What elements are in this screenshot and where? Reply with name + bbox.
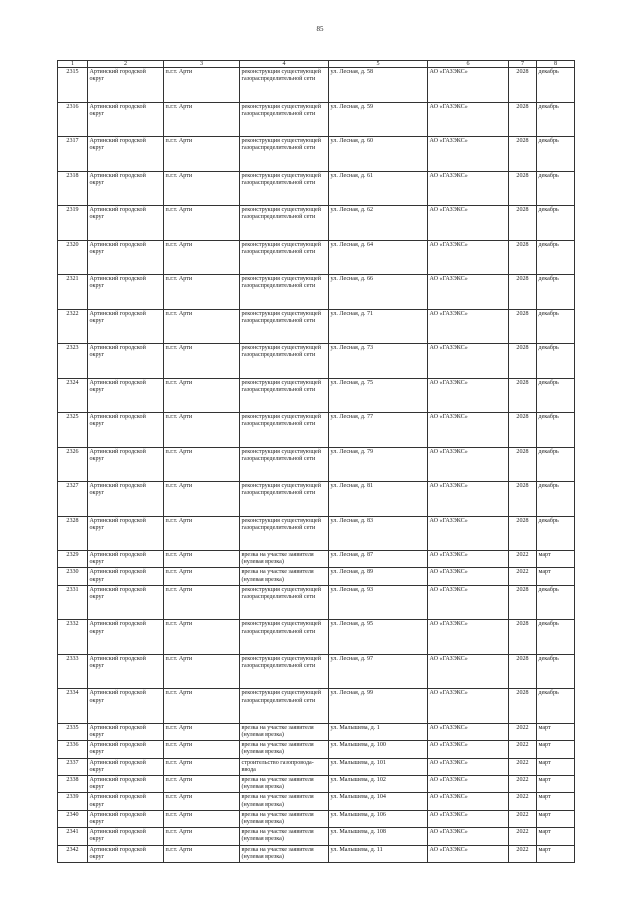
month-cell: март	[537, 793, 575, 810]
district-cell: Артинский городской округ	[88, 551, 164, 568]
district-cell: Артинский городской округ	[88, 447, 164, 482]
address-cell: ул. Малышева, д. 101	[329, 758, 428, 775]
month-cell: март	[537, 845, 575, 862]
work-type-cell: врезка на участке заявителя (нулевая врезка)	[240, 793, 329, 810]
month-cell: декабрь	[537, 68, 575, 103]
work-type-cell: врезка на участке заявителя (нулевая врезка)	[240, 810, 329, 827]
year-cell: 2022	[509, 845, 537, 862]
month-cell: март	[537, 568, 575, 585]
year-cell: 2022	[509, 776, 537, 793]
table-row	[58, 689, 575, 724]
address-cell: ул. Лесная, д. 64	[329, 240, 428, 275]
table-row	[58, 620, 575, 655]
address-cell: ул. Лесная, д. 79	[329, 447, 428, 482]
settlement-cell: п.г.т. Арти	[164, 240, 240, 275]
month-cell: декабрь	[537, 689, 575, 724]
table-row	[58, 482, 575, 517]
table-row	[58, 137, 575, 172]
table-row	[58, 344, 575, 379]
month-cell: март	[537, 828, 575, 845]
address-cell: ул. Лесная, д. 62	[329, 206, 428, 241]
row-number: 2319	[58, 206, 88, 241]
table-row	[58, 378, 575, 413]
district-cell: Артинский городской округ	[88, 620, 164, 655]
table-body	[58, 68, 575, 863]
month-cell: декабрь	[537, 206, 575, 241]
page-number: 85	[316, 25, 324, 33]
district-cell: Артинский городской округ	[88, 585, 164, 620]
district-cell: Артинский городской округ	[88, 741, 164, 758]
organization-cell: АО «ГАЗЭКС»	[428, 102, 509, 137]
year-cell: 2022	[509, 810, 537, 827]
month-cell: декабрь	[537, 447, 575, 482]
row-number: 2324	[58, 378, 88, 413]
year-cell: 2022	[509, 551, 537, 568]
settlement-cell: п.г.т. Арти	[164, 758, 240, 775]
address-cell: ул. Лесная, д. 89	[329, 568, 428, 585]
district-cell: Артинский городской округ	[88, 309, 164, 344]
address-cell: ул. Лесная, д. 87	[329, 551, 428, 568]
table-row	[58, 275, 575, 310]
district-cell: Артинский городской округ	[88, 206, 164, 241]
row-number: 2329	[58, 551, 88, 568]
district-cell: Артинский городской округ	[88, 275, 164, 310]
district-cell: Артинский городской округ	[88, 810, 164, 827]
row-number: 2321	[58, 275, 88, 310]
organization-cell: АО «ГАЗЭКС»	[428, 447, 509, 482]
address-cell: ул. Лесная, д. 60	[329, 137, 428, 172]
header-cell: 7	[509, 61, 537, 68]
work-type-cell: реконструкция существующей газораспределительной сети	[240, 654, 329, 689]
year-cell: 2022	[509, 828, 537, 845]
settlement-cell: п.г.т. Арти	[164, 516, 240, 551]
work-type-cell: врезка на участке заявителя (нулевая врезка)	[240, 845, 329, 862]
address-cell: ул. Лесная, д. 59	[329, 102, 428, 137]
organization-cell: АО «ГАЗЭКС»	[428, 516, 509, 551]
address-cell: ул. Лесная, д. 83	[329, 516, 428, 551]
year-cell: 2022	[509, 741, 537, 758]
settlement-cell: п.г.т. Арти	[164, 723, 240, 740]
district-cell: Артинский городской округ	[88, 723, 164, 740]
district-cell: Артинский городской округ	[88, 776, 164, 793]
organization-cell: АО «ГАЗЭКС»	[428, 828, 509, 845]
register-table	[57, 60, 575, 863]
row-number: 2327	[58, 482, 88, 517]
organization-cell: АО «ГАЗЭКС»	[428, 206, 509, 241]
settlement-cell: п.г.т. Арти	[164, 68, 240, 103]
settlement-cell: п.г.т. Арти	[164, 102, 240, 137]
month-cell: декабрь	[537, 171, 575, 206]
table-row	[58, 845, 575, 862]
month-cell: март	[537, 551, 575, 568]
work-type-cell: врезка на участке заявителя (нулевая врезка)	[240, 551, 329, 568]
month-cell: март	[537, 723, 575, 740]
organization-cell: АО «ГАЗЭКС»	[428, 482, 509, 517]
month-cell: декабрь	[537, 102, 575, 137]
table-row	[58, 516, 575, 551]
settlement-cell: п.г.т. Арти	[164, 275, 240, 310]
work-type-cell: реконструкция существующей газораспределительной сети	[240, 240, 329, 275]
address-cell: ул. Лесная, д. 97	[329, 654, 428, 689]
year-cell: 2028	[509, 309, 537, 344]
year-cell: 2028	[509, 689, 537, 724]
district-cell: Артинский городской округ	[88, 516, 164, 551]
table-row	[58, 206, 575, 241]
month-cell: декабрь	[537, 654, 575, 689]
work-type-cell: реконструкция существующей газораспределительной сети	[240, 585, 329, 620]
organization-cell: АО «ГАЗЭКС»	[428, 309, 509, 344]
row-number: 2334	[58, 689, 88, 724]
row-number: 2316	[58, 102, 88, 137]
address-cell: ул. Малышева, д. 106	[329, 810, 428, 827]
row-number: 2335	[58, 723, 88, 740]
work-type-cell: врезка на участке заявителя (нулевая врезка)	[240, 828, 329, 845]
district-cell: Артинский городской округ	[88, 758, 164, 775]
organization-cell: АО «ГАЗЭКС»	[428, 378, 509, 413]
organization-cell: АО «ГАЗЭКС»	[428, 551, 509, 568]
table-row	[58, 585, 575, 620]
work-type-cell: реконструкция существующей газораспределительной сети	[240, 206, 329, 241]
row-number: 2341	[58, 828, 88, 845]
month-cell: декабрь	[537, 585, 575, 620]
settlement-cell: п.г.т. Арти	[164, 810, 240, 827]
settlement-cell: п.г.т. Арти	[164, 828, 240, 845]
work-type-cell: реконструкция существующей газораспределительной сети	[240, 482, 329, 517]
address-cell: ул. Лесная, д. 75	[329, 378, 428, 413]
district-cell: Артинский городской округ	[88, 845, 164, 862]
work-type-cell: врезка на участке заявителя (нулевая врезка)	[240, 741, 329, 758]
organization-cell: АО «ГАЗЭКС»	[428, 585, 509, 620]
month-cell: декабрь	[537, 137, 575, 172]
month-cell: март	[537, 741, 575, 758]
row-number: 2336	[58, 741, 88, 758]
year-cell: 2028	[509, 240, 537, 275]
settlement-cell: п.г.т. Арти	[164, 171, 240, 206]
organization-cell: АО «ГАЗЭКС»	[428, 620, 509, 655]
district-cell: Артинский городской округ	[88, 344, 164, 379]
month-cell: декабрь	[537, 482, 575, 517]
month-cell: декабрь	[537, 620, 575, 655]
organization-cell: АО «ГАЗЭКС»	[428, 137, 509, 172]
district-cell: Артинский городской округ	[88, 828, 164, 845]
organization-cell: АО «ГАЗЭКС»	[428, 689, 509, 724]
table-row	[58, 68, 575, 103]
district-cell: Артинский городской округ	[88, 482, 164, 517]
organization-cell: АО «ГАЗЭКС»	[428, 776, 509, 793]
row-number: 2333	[58, 654, 88, 689]
work-type-cell: реконструкция существующей газораспределительной сети	[240, 309, 329, 344]
settlement-cell: п.г.т. Арти	[164, 585, 240, 620]
settlement-cell: п.г.т. Арти	[164, 654, 240, 689]
organization-cell: АО «ГАЗЭКС»	[428, 741, 509, 758]
header-cell: 1	[58, 61, 88, 68]
row-number: 2330	[58, 568, 88, 585]
settlement-cell: п.г.т. Арти	[164, 793, 240, 810]
organization-cell: АО «ГАЗЭКС»	[428, 654, 509, 689]
settlement-cell: п.г.т. Арти	[164, 378, 240, 413]
address-cell: ул. Лесная, д. 61	[329, 171, 428, 206]
work-type-cell: реконструкция существующей газораспределительной сети	[240, 620, 329, 655]
work-type-cell: реконструкция существующей газораспределительной сети	[240, 68, 329, 103]
header-cell: 4	[240, 61, 329, 68]
year-cell: 2028	[509, 654, 537, 689]
year-cell: 2028	[509, 378, 537, 413]
month-cell: декабрь	[537, 275, 575, 310]
month-cell: декабрь	[537, 516, 575, 551]
district-cell: Артинский городской округ	[88, 240, 164, 275]
district-cell: Артинский городской округ	[88, 378, 164, 413]
table-row	[58, 776, 575, 793]
work-type-cell: реконструкция существующей газораспределительной сети	[240, 171, 329, 206]
row-number: 2323	[58, 344, 88, 379]
district-cell: Артинский городской округ	[88, 137, 164, 172]
organization-cell: АО «ГАЗЭКС»	[428, 810, 509, 827]
work-type-cell: реконструкция существующей газораспределительной сети	[240, 102, 329, 137]
row-number: 2322	[58, 309, 88, 344]
month-cell: март	[537, 776, 575, 793]
year-cell: 2028	[509, 206, 537, 241]
settlement-cell: п.г.т. Арти	[164, 845, 240, 862]
address-cell: ул. Лесная, д. 93	[329, 585, 428, 620]
address-cell: ул. Лесная, д. 95	[329, 620, 428, 655]
year-cell: 2022	[509, 568, 537, 585]
month-cell: декабрь	[537, 378, 575, 413]
table-row	[58, 447, 575, 482]
year-cell: 2028	[509, 102, 537, 137]
district-cell: Артинский городской округ	[88, 654, 164, 689]
district-cell: Артинский городской округ	[88, 689, 164, 724]
work-type-cell: реконструкция существующей газораспределительной сети	[240, 447, 329, 482]
year-cell: 2028	[509, 68, 537, 103]
district-cell: Артинский городской округ	[88, 413, 164, 448]
address-cell: ул. Лесная, д. 99	[329, 689, 428, 724]
work-type-cell: врезка на участке заявителя (нулевая врезка)	[240, 776, 329, 793]
year-cell: 2028	[509, 482, 537, 517]
year-cell: 2022	[509, 723, 537, 740]
table-row	[58, 309, 575, 344]
address-cell: ул. Малышева, д. 100	[329, 741, 428, 758]
header-cell: 2	[88, 61, 164, 68]
row-number: 2337	[58, 758, 88, 775]
organization-cell: АО «ГАЗЭКС»	[428, 275, 509, 310]
header-cell: 8	[537, 61, 575, 68]
table-row	[58, 413, 575, 448]
year-cell: 2028	[509, 137, 537, 172]
table-row	[58, 654, 575, 689]
address-cell: ул. Лесная, д. 81	[329, 482, 428, 517]
row-number: 2338	[58, 776, 88, 793]
address-cell: ул. Малышева, д. 104	[329, 793, 428, 810]
month-cell: декабрь	[537, 413, 575, 448]
settlement-cell: п.г.т. Арти	[164, 620, 240, 655]
table-row	[58, 102, 575, 137]
year-cell: 2028	[509, 171, 537, 206]
year-cell: 2028	[509, 344, 537, 379]
work-type-cell: реконструкция существующей газораспределительной сети	[240, 275, 329, 310]
table-row	[58, 551, 575, 568]
month-cell: декабрь	[537, 344, 575, 379]
settlement-cell: п.г.т. Арти	[164, 137, 240, 172]
header-cell: 3	[164, 61, 240, 68]
work-type-cell: реконструкция существующей газораспределительной сети	[240, 689, 329, 724]
work-type-cell: реконструкция существующей газораспределительной сети	[240, 378, 329, 413]
table-header	[58, 61, 575, 68]
settlement-cell: п.г.т. Арти	[164, 776, 240, 793]
row-number: 2325	[58, 413, 88, 448]
district-cell: Артинский городской округ	[88, 793, 164, 810]
district-cell: Артинский городской округ	[88, 171, 164, 206]
table-row	[58, 240, 575, 275]
settlement-cell: п.г.т. Арти	[164, 568, 240, 585]
district-cell: Артинский городской округ	[88, 568, 164, 585]
address-cell: ул. Малышева, д. 102	[329, 776, 428, 793]
organization-cell: АО «ГАЗЭКС»	[428, 568, 509, 585]
header-cell: 6	[428, 61, 509, 68]
address-cell: ул. Лесная, д. 66	[329, 275, 428, 310]
work-type-cell: врезка на участке заявителя (нулевая врезка)	[240, 568, 329, 585]
table-row	[58, 810, 575, 827]
organization-cell: АО «ГАЗЭКС»	[428, 413, 509, 448]
table-row	[58, 758, 575, 775]
table-row	[58, 741, 575, 758]
table-row	[58, 828, 575, 845]
settlement-cell: п.г.т. Арти	[164, 551, 240, 568]
header-row	[58, 61, 575, 68]
month-cell: декабрь	[537, 240, 575, 275]
row-number: 2318	[58, 171, 88, 206]
month-cell: декабрь	[537, 309, 575, 344]
year-cell: 2028	[509, 516, 537, 551]
settlement-cell: п.г.т. Арти	[164, 447, 240, 482]
address-cell: ул. Лесная, д. 77	[329, 413, 428, 448]
address-cell: ул. Малышева, д. 11	[329, 845, 428, 862]
year-cell: 2028	[509, 585, 537, 620]
row-number: 2326	[58, 447, 88, 482]
address-cell: ул. Малышева, д. 108	[329, 828, 428, 845]
work-type-cell: реконструкция существующей газораспределительной сети	[240, 344, 329, 379]
header-cell: 5	[329, 61, 428, 68]
table-row	[58, 171, 575, 206]
year-cell: 2028	[509, 620, 537, 655]
settlement-cell: п.г.т. Арти	[164, 482, 240, 517]
district-cell: Артинский городской округ	[88, 102, 164, 137]
month-cell: март	[537, 758, 575, 775]
organization-cell: АО «ГАЗЭКС»	[428, 723, 509, 740]
row-number: 2315	[58, 68, 88, 103]
district-cell: Артинский городской округ	[88, 68, 164, 103]
organization-cell: АО «ГАЗЭКС»	[428, 845, 509, 862]
work-type-cell: реконструкция существующей газораспределительной сети	[240, 516, 329, 551]
work-type-cell: строительство газопровода-ввода	[240, 758, 329, 775]
organization-cell: АО «ГАЗЭКС»	[428, 171, 509, 206]
row-number: 2332	[58, 620, 88, 655]
settlement-cell: п.г.т. Арти	[164, 689, 240, 724]
row-number: 2317	[58, 137, 88, 172]
settlement-cell: п.г.т. Арти	[164, 741, 240, 758]
year-cell: 2022	[509, 793, 537, 810]
row-number: 2340	[58, 810, 88, 827]
work-type-cell: реконструкция существующей газораспределительной сети	[240, 413, 329, 448]
address-cell: ул. Лесная, д. 73	[329, 344, 428, 379]
row-number: 2320	[58, 240, 88, 275]
address-cell: ул. Малышева, д. 1	[329, 723, 428, 740]
settlement-cell: п.г.т. Арти	[164, 309, 240, 344]
row-number: 2328	[58, 516, 88, 551]
settlement-cell: п.г.т. Арти	[164, 413, 240, 448]
settlement-cell: п.г.т. Арти	[164, 344, 240, 379]
month-cell: март	[537, 810, 575, 827]
work-type-cell: врезка на участке заявителя (нулевая врезка)	[240, 723, 329, 740]
row-number: 2342	[58, 845, 88, 862]
address-cell: ул. Лесная, д. 71	[329, 309, 428, 344]
organization-cell: АО «ГАЗЭКС»	[428, 344, 509, 379]
table-row	[58, 793, 575, 810]
organization-cell: АО «ГАЗЭКС»	[428, 68, 509, 103]
table-row	[58, 568, 575, 585]
organization-cell: АО «ГАЗЭКС»	[428, 240, 509, 275]
year-cell: 2028	[509, 275, 537, 310]
table-row	[58, 723, 575, 740]
year-cell: 2028	[509, 413, 537, 448]
settlement-cell: п.г.т. Арти	[164, 206, 240, 241]
row-number: 2339	[58, 793, 88, 810]
year-cell: 2022	[509, 758, 537, 775]
row-number: 2331	[58, 585, 88, 620]
work-type-cell: реконструкция существующей газораспределительной сети	[240, 137, 329, 172]
organization-cell: АО «ГАЗЭКС»	[428, 758, 509, 775]
organization-cell: АО «ГАЗЭКС»	[428, 793, 509, 810]
year-cell: 2028	[509, 447, 537, 482]
address-cell: ул. Лесная, д. 58	[329, 68, 428, 103]
